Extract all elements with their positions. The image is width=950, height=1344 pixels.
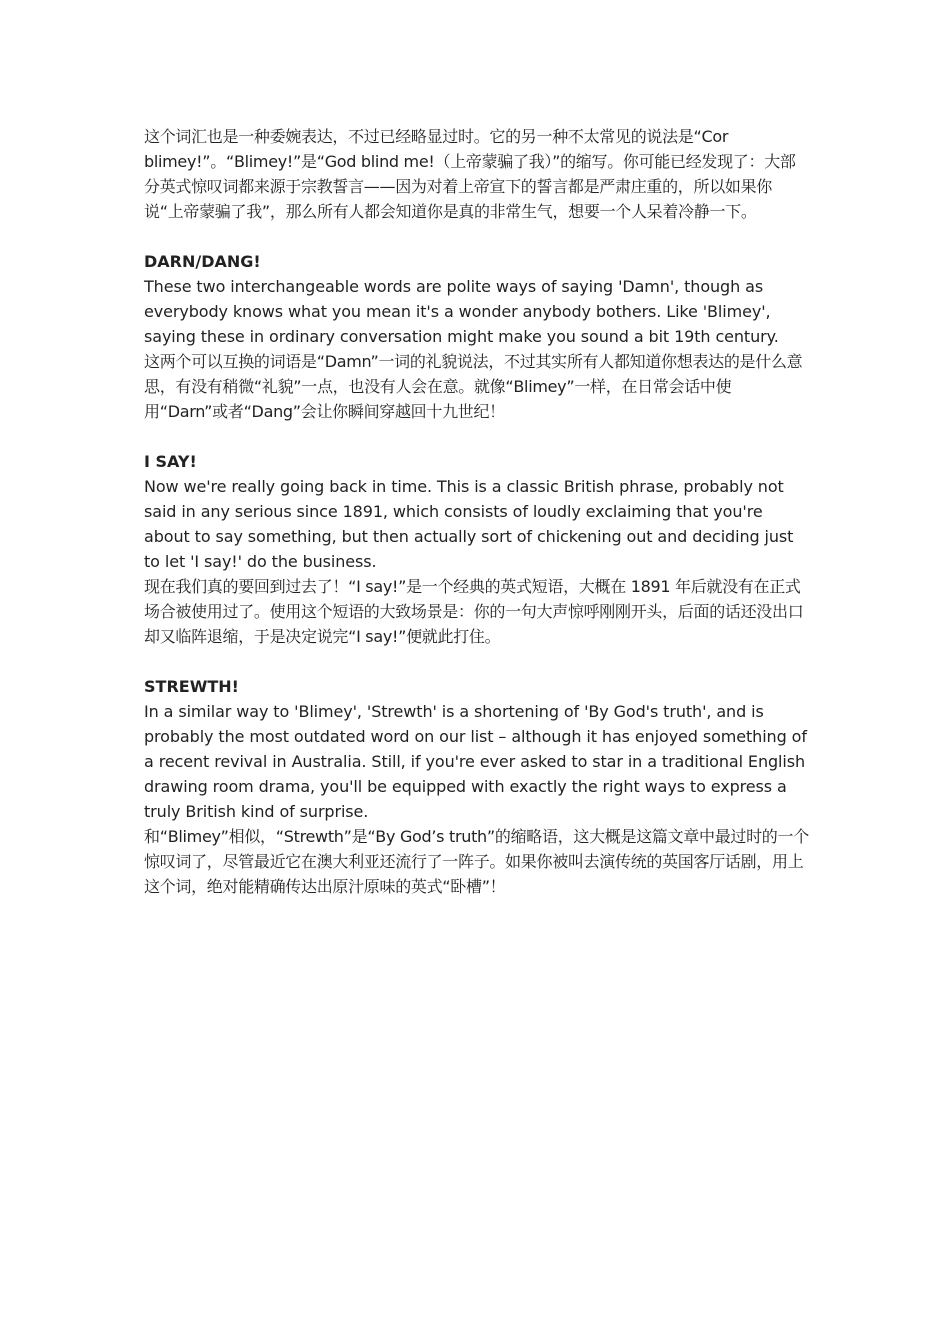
section-i-say [144,449,810,649]
section-paragraph-en: Now we're really going back in time. This is a classic British phrase, probably not said in any serious since 1891, which consists of loudly exclaiming that you're about to say something, but then actually sort of chickening out and deciding just to let 'I say!' do the business. [144,477,794,571]
section-paragraph-zh: 这两个可以互换的词语是“Damn”一词的礼貌说法，不过其实所有人都知道你想表达的是什么意思，有没有稍微“礼貌”一点，也没有人会在意。就像“Blimey”一样，在日常会话中使用“Darn”或者“Dang”会让你瞬间穿越回十九世纪！ [144,352,803,421]
section-spacer [144,224,810,249]
section-paragraph-zh: 现在我们真的要回到过去了！“I say!”是一个经典的英式短语，大概在 1891 年后就没有在正式场合被使用过了。使用这个短语的大致场景是：你的一句大声惊呼刚刚开头，后面的话还没出口却又临阵退缩，于是决定说完“I say!”便就此打住。 [144,577,804,646]
section-heading: STREWTH! [144,677,239,696]
section-paragraph-en: These two interchangeable words are polite ways of saying 'Damn', though as everybody knows what you mean it's a wonder anybody bothers. Like 'Blimey', saying these in ordinary conversation might make you sound a bit 19th century. [144,277,779,346]
document-page [144,124,810,899]
section-darn-dang [144,249,810,424]
section-heading: DARN/DANG! [144,252,261,271]
intro-paragraph-zh: 这个词汇也是一种委婉表达，不过已经略显过时。它的另一种不太常见的说法是“Cor blimey!”。“Blimey!”是“God blind me!（上帝蒙骗了我）”的缩写。你可能已经发现了：大部分英式惊叹词都来源于宗教誓言——因为对着上帝宣下的誓言都是严肃庄重的，所以如果你说“上帝蒙骗了我”，那么所有人都会知道你是真的非常生气，想要一个人呆着冷静一下。 [144,127,796,221]
section-spacer [144,424,810,449]
section-strewth [144,674,810,899]
section-heading: I SAY! [144,452,197,471]
section-spacer [144,649,810,674]
section-paragraph-en: In a similar way to 'Blimey', 'Strewth' is a shortening of 'By God's truth', and is probably the most outdated word on our list – although it has enjoyed something of a recent revival in Australia. Still, if you're ever asked to star in a traditional English drawing room drama, you'll be equipped with exactly the right ways to express a truly British kind of surprise. [144,702,807,821]
section-paragraph-zh: 和“Blimey”相似，“Strewth”是“By God’s truth”的缩略语，这大概是这篇文章中最过时的一个惊叹词了，尽管最近它在澳大利亚还流行了一阵子。如果你被叫去演传统的英国客厅话剧，用上这个词，绝对能精确传达出原汁原味的英式“卧槽”！ [144,827,809,896]
